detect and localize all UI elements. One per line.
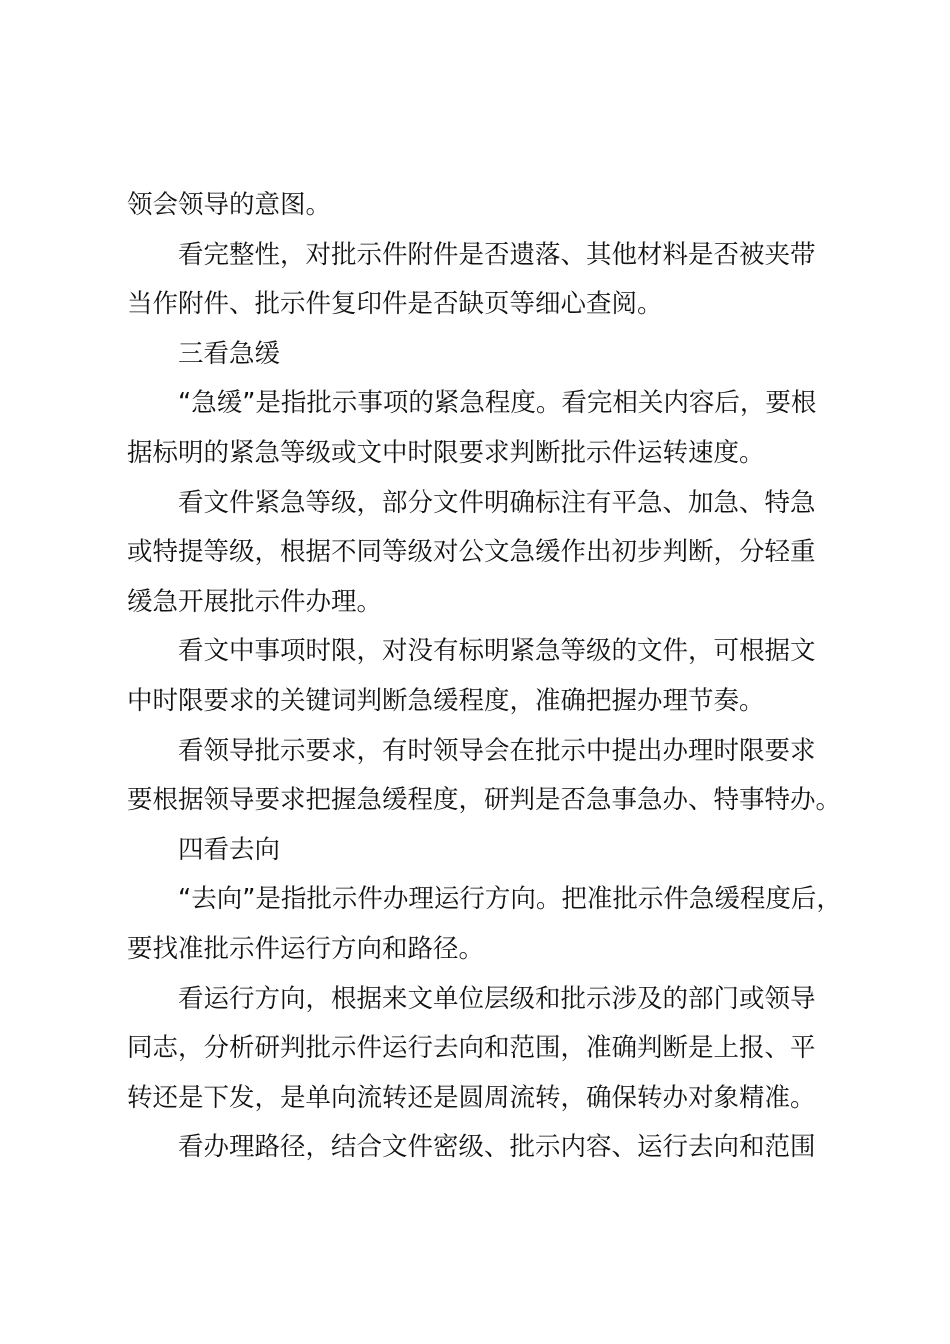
text-line: 要根据领导要求把握急缓程度，研判是否急事急办、特事特办。 [127, 785, 842, 816]
text-line: 同志，分析研判批示件运行去向和范围，准确判断是上报、平 [127, 1033, 816, 1064]
text-line: 看领导批示要求，有时领导会在批示中提出办理时限要求 [178, 735, 816, 766]
section-heading: 四看去向 [178, 834, 281, 865]
text-line: 看完整性，对批示件附件是否遗落、其他材料是否被夹带 [178, 239, 816, 270]
text-line: 缓急开展批示件办理。 [127, 586, 383, 617]
section-heading: 三看急缓 [178, 338, 281, 369]
text-line: 或特提等级，根据不同等级对公文急缓作出初步判断，分轻重 [127, 537, 816, 568]
text-line: “急缓”是指批示事项的紧急程度。看完相关内容后，要根 [178, 388, 817, 419]
text-line: 据标明的紧急等级或文中时限要求判断批示件运转速度。 [127, 437, 765, 468]
text-line: 当作附件、批示件复印件是否缺页等细心查阅。 [127, 289, 663, 320]
text-line: 看运行方向，根据来文单位层级和批示涉及的部门或领导 [178, 983, 816, 1014]
text-line: 看办理路径，结合文件密级、批示内容、运行去向和范围 [178, 1132, 816, 1163]
text-line: “去向”是指批示件办理运行方向。把准批示件急缓程度后， [178, 884, 842, 915]
text-line: 看文件紧急等级，部分文件明确标注有平急、加急、特急 [178, 487, 816, 518]
text-line: 看文中事项时限，对没有标明紧急等级的文件，可根据文 [178, 636, 816, 667]
text-line: 中时限要求的关键词判断急缓程度，准确把握办理节奏。 [127, 685, 765, 716]
text-line: 要找准批示件运行方向和路径。 [127, 933, 485, 964]
text-line: 转还是下发，是单向流转还是圆周流转，确保转办对象精准。 [127, 1082, 816, 1113]
text-line: 领会领导的意图。 [127, 190, 332, 220]
document-body [127, 181, 842, 1173]
